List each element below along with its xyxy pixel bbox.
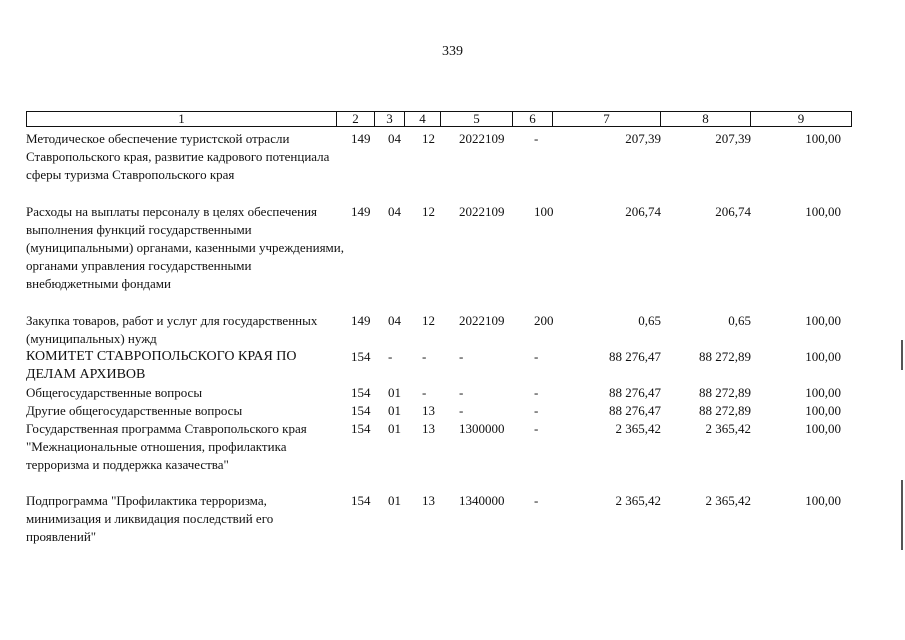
row-col-8: 206,74 [715,204,751,219]
row-col-8: 2 365,42 [705,421,751,436]
row-col-2: 149 [351,204,371,219]
row-col-6: - [534,131,539,146]
row-col-3: - [388,349,393,364]
row-col-5: - [459,403,464,418]
row-col-8: 207,39 [715,131,751,146]
row-col-2: 149 [351,313,371,328]
row-name: Методическое обеспечение туристской отрасли Ставропольского края, развитие кадрового потенциала сферы туризма Ставропольского края [26,131,330,182]
row-col-9: 100,00 [805,349,841,364]
row-col-4: 13 [422,493,435,508]
row-col-9: 100,00 [805,493,841,508]
row-col-5: 2022109 [459,204,505,219]
header-col-4: 4 [405,112,441,126]
header-col-7: 7 [553,112,661,126]
row-col-8: 88 272,89 [699,349,751,364]
row-name: Общегосударственные вопросы [26,385,203,400]
row-col-4: - [422,385,427,400]
row-col-7: 2 365,42 [615,421,661,436]
row-col-4: 12 [422,204,435,219]
row-col-2: 154 [351,385,371,400]
row-name: Подпрограмма "Профилактика терроризма, минимизация и ликвидация последствий его проявлений" [26,493,274,544]
row-col-2: 149 [351,131,371,146]
row-col-9: 100,00 [805,204,841,219]
row-col-7: 88 276,47 [609,403,661,418]
row-col-7: 206,74 [625,204,661,219]
row-col-3: 01 [388,421,401,436]
row-col-3: 01 [388,493,401,508]
row-col-7: 0,65 [638,313,661,328]
row-col-6: - [534,403,539,418]
row-col-4: 12 [422,313,435,328]
row-col-5: 2022109 [459,131,505,146]
row-name: Закупка товаров, работ и услуг для государственных (муниципальных) нужд [26,313,318,346]
header-col-8: 8 [661,112,751,126]
page-number: 339 [442,44,463,59]
row-col-7: 88 276,47 [609,385,661,400]
row-col-3: 01 [388,403,401,418]
scan-edge-mark [901,480,903,550]
row-col-5: - [459,349,464,364]
header-col-5: 5 [441,112,513,126]
row-name: Расходы на выплаты персоналу в целях обеспечения выполнения функций государственными (муниципальными) органами, казенными учреждениями, органами управления государственными внебюджетными фондами [26,204,344,291]
row-name: Государственная программа Ставропольского края "Межнациональные отношения, профилактика терроризма и поддержка казачества" [26,421,307,472]
row-col-9: 100,00 [805,313,841,328]
row-col-8: 0,65 [728,313,751,328]
header-col-2: 2 [337,112,375,126]
row-col-5: 2022109 [459,313,505,328]
table-header [26,111,852,127]
row-col-3: 04 [388,131,401,146]
row-col-6: - [534,421,539,436]
row-col-3: 04 [388,204,401,219]
row-col-4: - [422,349,427,364]
row-col-7: 2 365,42 [615,493,661,508]
row-col-2: 154 [351,349,371,364]
row-col-5: 1340000 [459,493,505,508]
row-col-4: 12 [422,131,435,146]
row-col-9: 100,00 [805,131,841,146]
row-col-2: 154 [351,403,371,418]
row-col-5: 1300000 [459,421,505,436]
row-col-6: - [534,385,539,400]
row-col-8: 88 272,89 [699,385,751,400]
header-col-6: 6 [513,112,553,126]
row-col-2: 154 [351,493,371,508]
row-col-3: 01 [388,385,401,400]
scan-edge-mark [901,340,903,370]
row-col-8: 88 272,89 [699,403,751,418]
row-name: КОМИТЕТ СТАВРОПОЛЬСКОГО КРАЯ ПО ДЕЛАМ АРХИВОВ [26,349,297,382]
header-col-1: 1 [27,112,337,126]
row-col-5: - [459,385,464,400]
row-col-2: 154 [351,421,371,436]
row-col-9: 100,00 [805,385,841,400]
row-col-8: 2 365,42 [705,493,751,508]
header-col-9: 9 [797,111,805,126]
row-col-7: 88 276,47 [609,349,661,364]
row-col-6: - [534,493,539,508]
row-col-4: 13 [422,403,435,418]
row-col-4: 13 [422,421,435,436]
row-col-6: - [534,349,539,364]
row-col-7: 207,39 [625,131,661,146]
row-col-9: 100,00 [805,421,841,436]
row-col-6: 100 [534,204,554,219]
row-name: Другие общегосударственные вопросы [26,403,243,418]
row-col-6: 200 [534,313,554,328]
row-col-9: 100,00 [805,403,841,418]
header-col-3: 3 [375,112,405,126]
row-col-3: 04 [388,313,401,328]
